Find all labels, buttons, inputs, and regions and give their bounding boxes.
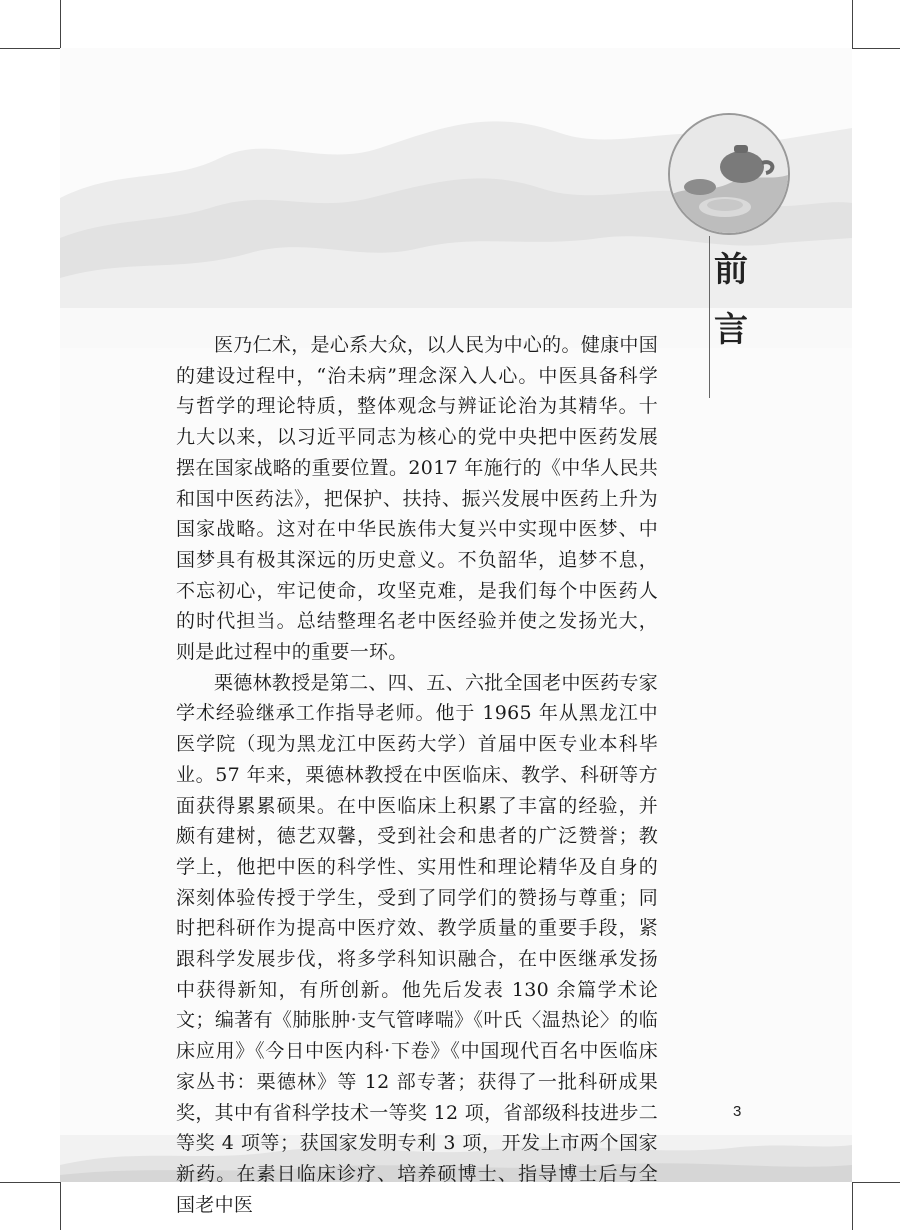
page-number: 3 — [733, 1103, 742, 1120]
paragraph-1: 医乃仁术，是心系大众，以人民为中心的。健康中国的建设过程中，“治未病”理念深入人心。中医具备科学与哲学的理论特质，整体观念与辨证论治为其精华。十九大以来，以习近平同志为核心的党中央把中医药发展摆在国家战略的重要位置。2017 年施行的《中华人民共和国中医药法》，把保护、扶持、振兴发展中医药上升为国家战略。这对在中华民族伟大复兴中实现中医梦、中国梦具有极其深远的历史意义。不负韶华，追梦不息，不忘初心，牢记使命，攻坚克难，是我们每个中医药人的时代担当。总结整理名老中医经验并使之发扬光大，则是此过程中的重要一环。 — [176, 334, 658, 664]
section-title-char-2: 言 — [714, 310, 748, 350]
section-title-char-1: 前 — [714, 250, 748, 290]
body-text — [176, 330, 658, 1220]
paragraph-2: 栗德林教授是第二、四、五、六批全国老中医药专家学术经验继承工作指导老师。他于 1965 年从黑龙江中医学院（现为黑龙江中医药大学）首届中医专业本科毕业。57 年来，栗德林教授在中医临床、教学、科研等方面获得累累硕果。在中医临床上积累了丰富的经验，并颇有建树，德艺双馨，受到社会和患者的广泛赞誉；教学上，他把中医的科学性、实用性和理论精华及自身的深刻体验传授于学生，受到了同学们的赞扬与尊重；同时把科研作为提高中医疗效、教学质量的重要手段，紧跟科学发展步伐，将多学科知识融合，在中医继承发扬中获得新知，有所创新。他先后发表 130 余篇学术论文；编著有《肺胀肿·支气管哮喘》《叶氏〈温热论〉的临床应用》《今日中医内科·下卷》《中国现代百名中医临床家丛书：栗德林》等 12 部专著；获得了一批科研成果奖，其中有省科学技术一等奖 12 项，省部级科技进步二等奖 4 项等；获国家发明专利 3 项，开发上市两个国家新药。在素日临床诊疗、培养硕博士、指导博士后与全国老中医 — [176, 671, 658, 1216]
tea-set-emblem-icon — [668, 113, 790, 235]
section-divider — [709, 236, 710, 398]
